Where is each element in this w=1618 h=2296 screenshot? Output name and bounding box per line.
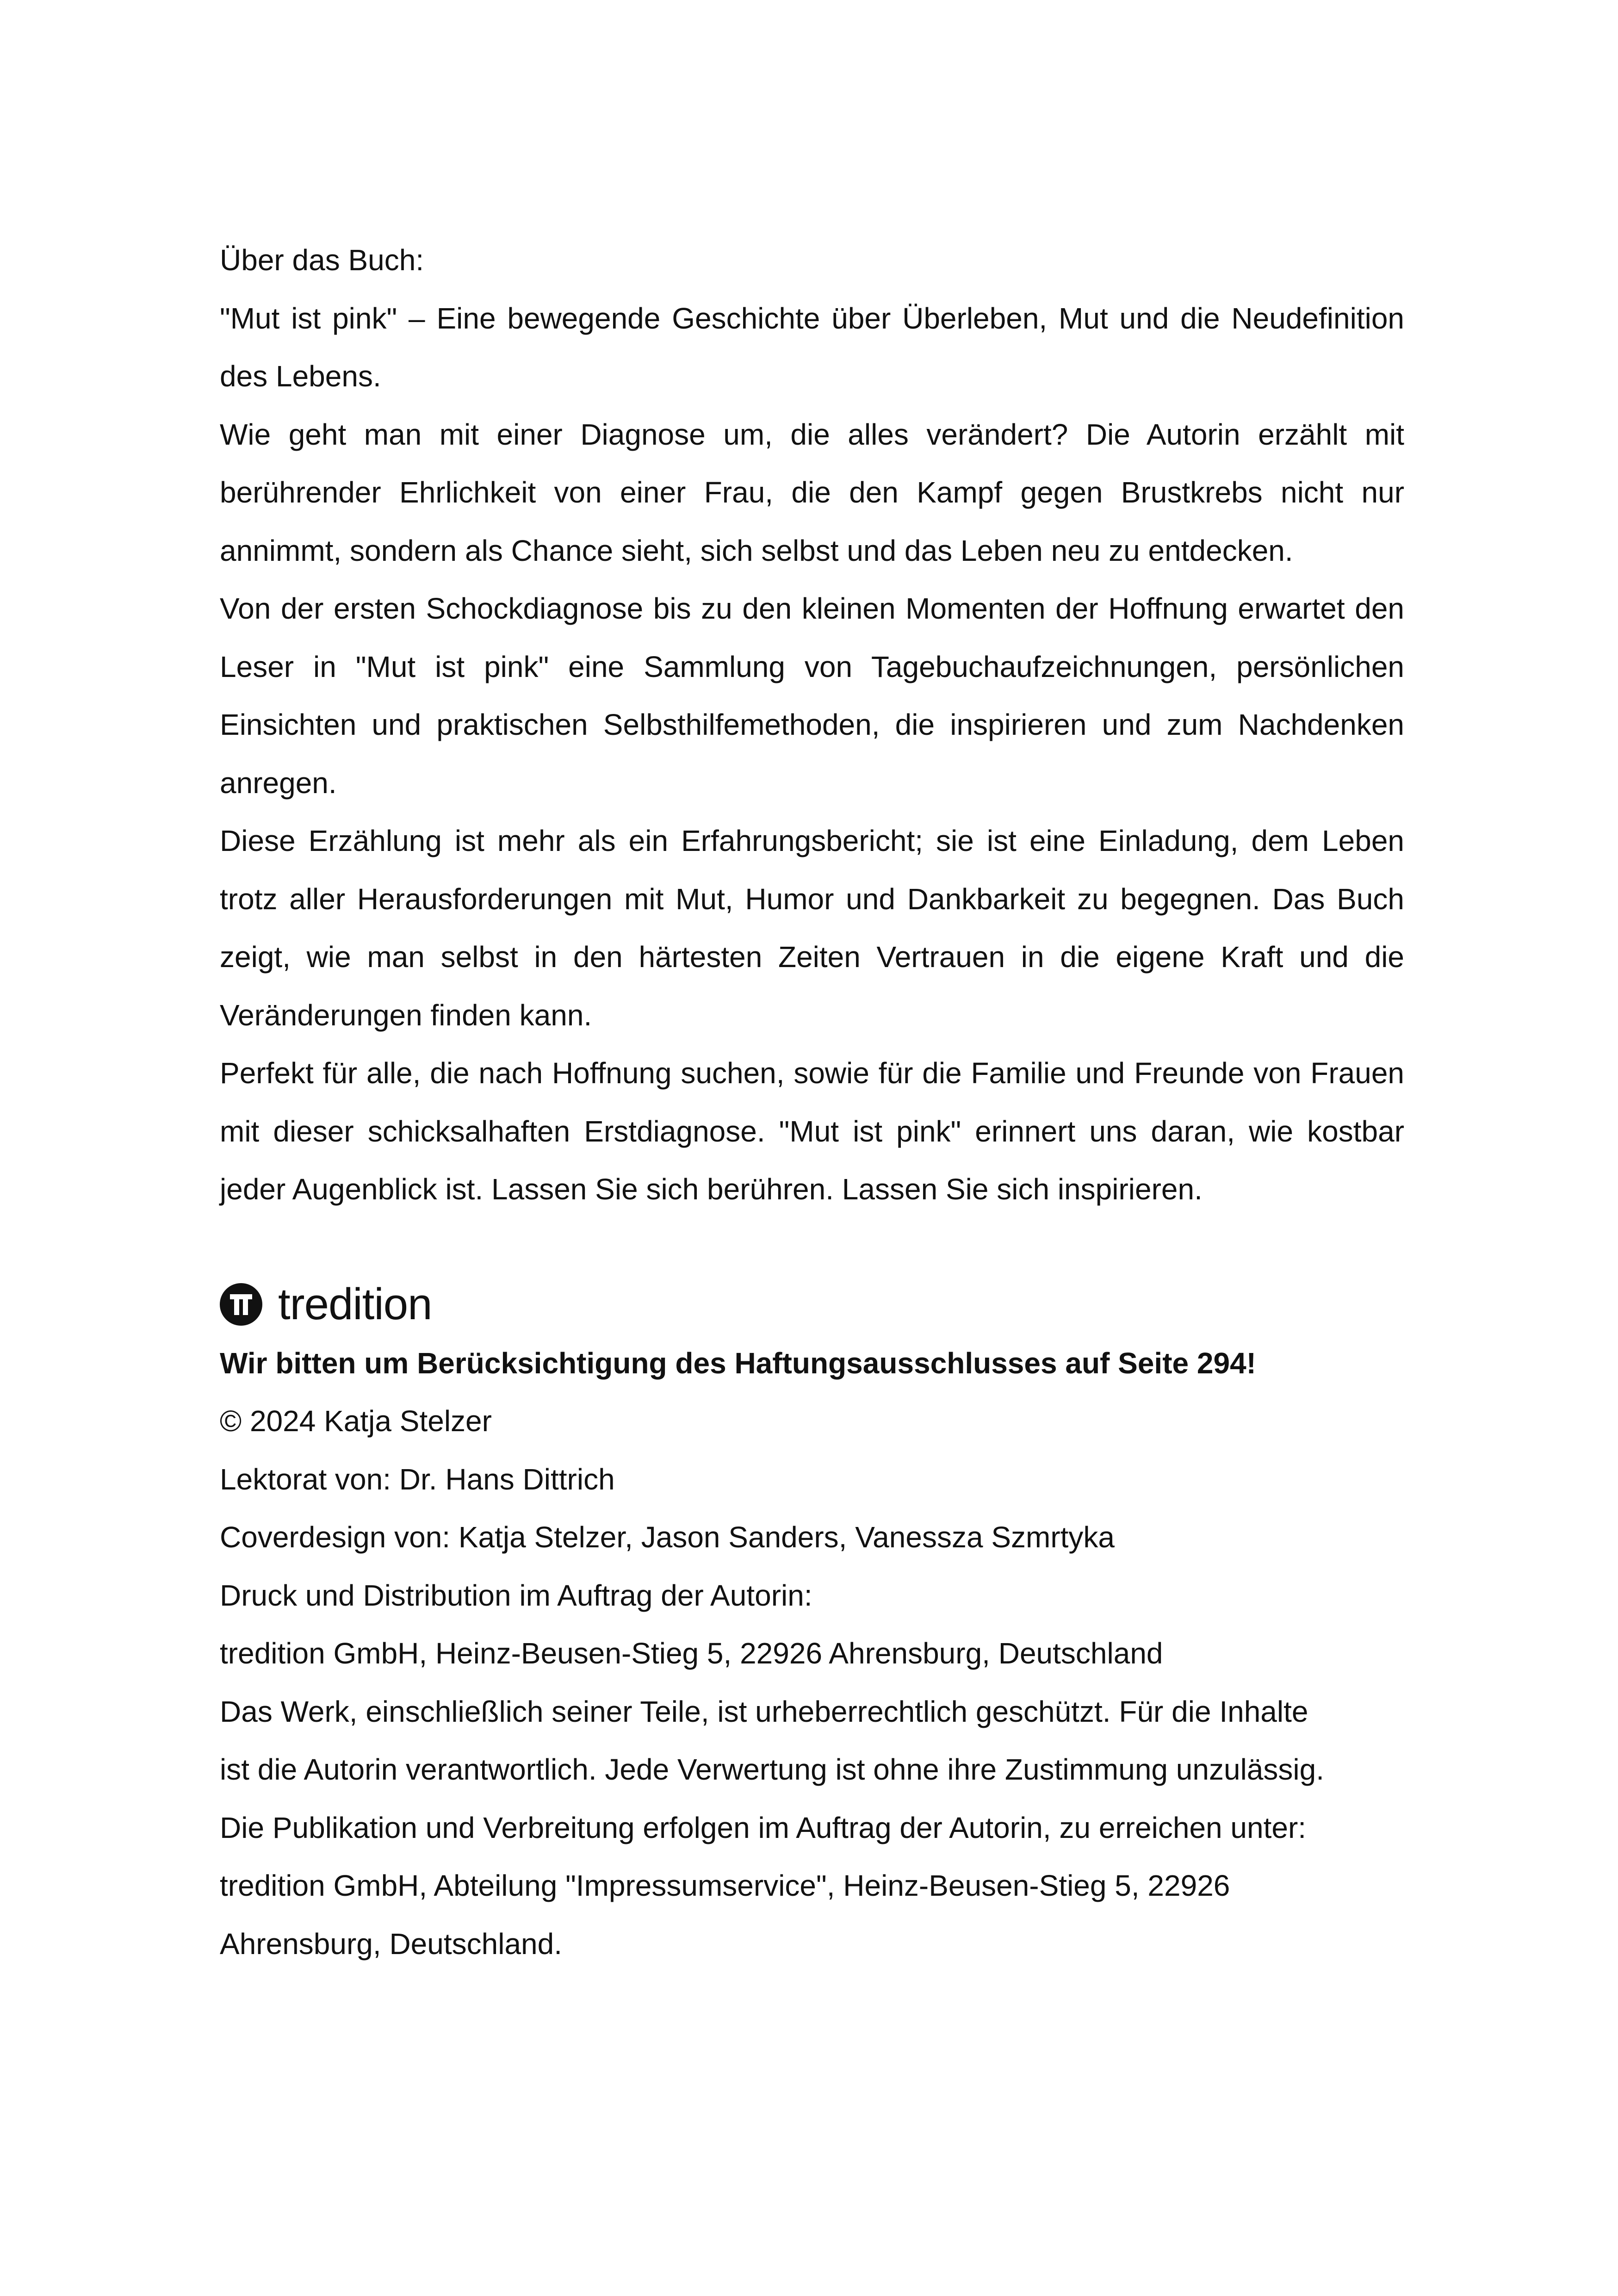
legal-notice: Das Werk, einschließlich seiner Teile, ist urheberrechtlich geschützt. Für die Inhalte ist die Autorin verantwortlich. Jede Verwertung ist ohne ihre Zustimmung unzulässig. Die Publikation und Verbreitung erfolgen im Auftrag der Autorin, zu erreichen unter: tredition GmbH, Abteilung "Impressumservice", Heinz-Beusen-Stieg 5, 22926 Ahrensburg, Deutschland. (220, 1694, 1324, 1961)
copyright-line: © 2024 Katja Stelzer (220, 1404, 492, 1438)
about-paragraph-5: Perfekt für alle, die nach Hoffnung suchen, sowie für die Familie und Freunde von Frauen mit dieser schicksalhaften Erstdiagnose. "Mut ist pink" erinnert uns daran, wie kostbar jeder Augenblick ist. Lassen Sie sich berühren. Lassen Sie sich inspirieren. (220, 1056, 1404, 1206)
about-paragraph-2: Wie geht man mit einer Diagnose um, die alles verändert? Die Autorin erzählt mit berührender Ehrlichkeit von einer Frau, die den Kampf gegen Brustkrebs nicht nur annimmt, sondern als Chance sieht, sich selbst und das Leben neu zu entdecken. (220, 417, 1404, 567)
print-distribution-line: Druck und Distribution im Auftrag der Autorin: (220, 1578, 812, 1612)
tredition-logo-icon (220, 1283, 262, 1326)
about-paragraph-3: Von der ersten Schockdiagnose bis zu den kleinen Momenten der Hoffnung erwartet den Leser in "Mut ist pink" eine Sammlung von Tagebuchaufzeichnungen, persönlichen Einsichten und praktischen Selbsthilfemethoden, die inspirieren und zum Nachdenken anregen. (220, 592, 1404, 800)
imprint-page (220, 231, 1404, 1973)
about-paragraph-1: "Mut ist pink" – Eine bewegende Geschichte über Überleben, Mut und die Neudefinition des Lebens. (220, 301, 1404, 393)
publisher-address: tredition GmbH, Heinz-Beusen-Stieg 5, 22926 Ahrensburg, Deutschland (220, 1637, 1163, 1670)
about-paragraph-4: Diese Erzählung ist mehr als ein Erfahrungsbericht; sie ist eine Einladung, dem Leben trotz aller Herausforderungen mit Mut, Humor und Dankbarkeit zu begegnen. Das Buch zeigt, wie man selbst in den härtesten Zeiten Vertrauen in die eigene Kraft und die Veränderungen finden kann. (220, 824, 1404, 1032)
cover-design-credit: Coverdesign von: Katja Stelzer, Jason Sanders, Vanessza Szmrtyka (220, 1520, 1115, 1554)
disclaimer-note: Wir bitten um Berücksichtigung des Haftungsausschlusses auf Seite 294! (220, 1346, 1256, 1380)
about-heading: Über das Buch: (220, 243, 424, 277)
editing-credit: Lektorat von: Dr. Hans Dittrich (220, 1462, 615, 1496)
tredition-wordmark: tredition (278, 1279, 432, 1329)
publisher-logo (220, 1275, 1404, 1334)
